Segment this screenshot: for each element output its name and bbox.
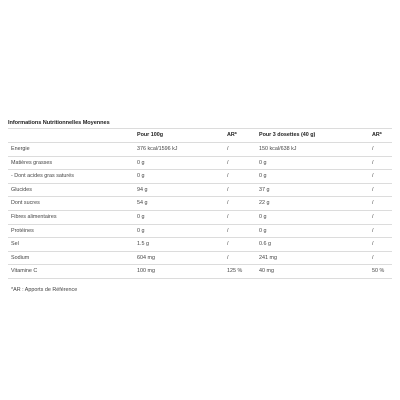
value-per-100g: 604 mg [134, 251, 224, 265]
nutrient-name: Matières grasses [8, 156, 134, 170]
ar-per-100g: / [224, 224, 256, 238]
value-per-serving: 0 g [256, 210, 369, 224]
table-row [8, 170, 392, 184]
ar-per-serving: / [369, 251, 392, 265]
ar-per-100g: / [224, 183, 256, 197]
value-per-100g: 0 g [134, 210, 224, 224]
nutrient-name: Vitamine C [8, 265, 134, 279]
table-row [8, 183, 392, 197]
nutrient-name: Sodium [8, 251, 134, 265]
nutrient-name: - Dont acides gras saturés [8, 170, 134, 184]
table-header-row [8, 129, 392, 143]
header-per-serving: Pour 3 dosettes (40 g) [256, 129, 369, 143]
value-per-serving: 40 mg [256, 265, 369, 279]
table-row [8, 156, 392, 170]
value-per-serving: 22 g [256, 197, 369, 211]
nutrient-name: Glucides [8, 183, 134, 197]
header-nutrient [8, 129, 134, 143]
ar-per-100g: / [224, 143, 256, 157]
value-per-100g: 0 g [134, 156, 224, 170]
footnote: *AR : Apports de Référence [11, 286, 78, 293]
nutrient-name: Sel [8, 238, 134, 252]
ar-per-100g: / [224, 210, 256, 224]
table-row [8, 224, 392, 238]
ar-per-100g: / [224, 170, 256, 184]
table-row [8, 265, 392, 279]
table-row [8, 143, 392, 157]
ar-per-serving: / [369, 143, 392, 157]
ar-per-serving: / [369, 197, 392, 211]
ar-per-serving: 50 % [369, 265, 392, 279]
table-row [8, 210, 392, 224]
nutrient-name: Energie [8, 143, 134, 157]
value-per-serving: 150 kcal/638 kJ [256, 143, 369, 157]
ar-per-serving: / [369, 183, 392, 197]
value-per-100g: 1.5 g [134, 238, 224, 252]
nutrient-name: Dont sucres [8, 197, 134, 211]
nutrient-name: Protéines [8, 224, 134, 238]
ar-per-serving: / [369, 238, 392, 252]
header-per-100g: Pour 100g [134, 129, 224, 143]
table-row [8, 197, 392, 211]
ar-per-100g: / [224, 197, 256, 211]
table-row [8, 251, 392, 265]
value-per-100g: 0 g [134, 224, 224, 238]
value-per-100g: 0 g [134, 170, 224, 184]
ar-per-serving: / [369, 170, 392, 184]
table-row [8, 238, 392, 252]
table-title: Informations Nutritionnelles Moyennes [8, 120, 110, 126]
ar-per-100g: / [224, 251, 256, 265]
ar-per-100g: 125 % [224, 265, 256, 279]
nutrient-name: Fibres alimentaires [8, 210, 134, 224]
value-per-serving: 37 g [256, 183, 369, 197]
ar-per-100g: / [224, 238, 256, 252]
value-per-serving: 0 g [256, 156, 369, 170]
value-per-100g: 376 kcal/1596 kJ [134, 143, 224, 157]
value-per-100g: 94 g [134, 183, 224, 197]
value-per-100g: 54 g [134, 197, 224, 211]
value-per-serving: 241 mg [256, 251, 369, 265]
value-per-serving: 0 g [256, 224, 369, 238]
value-per-serving: 0 g [256, 170, 369, 184]
ar-per-serving: / [369, 224, 392, 238]
nutrition-panel [8, 118, 392, 295]
value-per-100g: 100 mg [134, 265, 224, 279]
header-ar-serving: AR* [369, 129, 392, 143]
ar-per-serving: / [369, 156, 392, 170]
nutrition-table [8, 128, 392, 279]
ar-per-serving: / [369, 210, 392, 224]
header-ar-100g: AR* [224, 129, 256, 143]
value-per-serving: 0.6 g [256, 238, 369, 252]
ar-per-100g: / [224, 156, 256, 170]
